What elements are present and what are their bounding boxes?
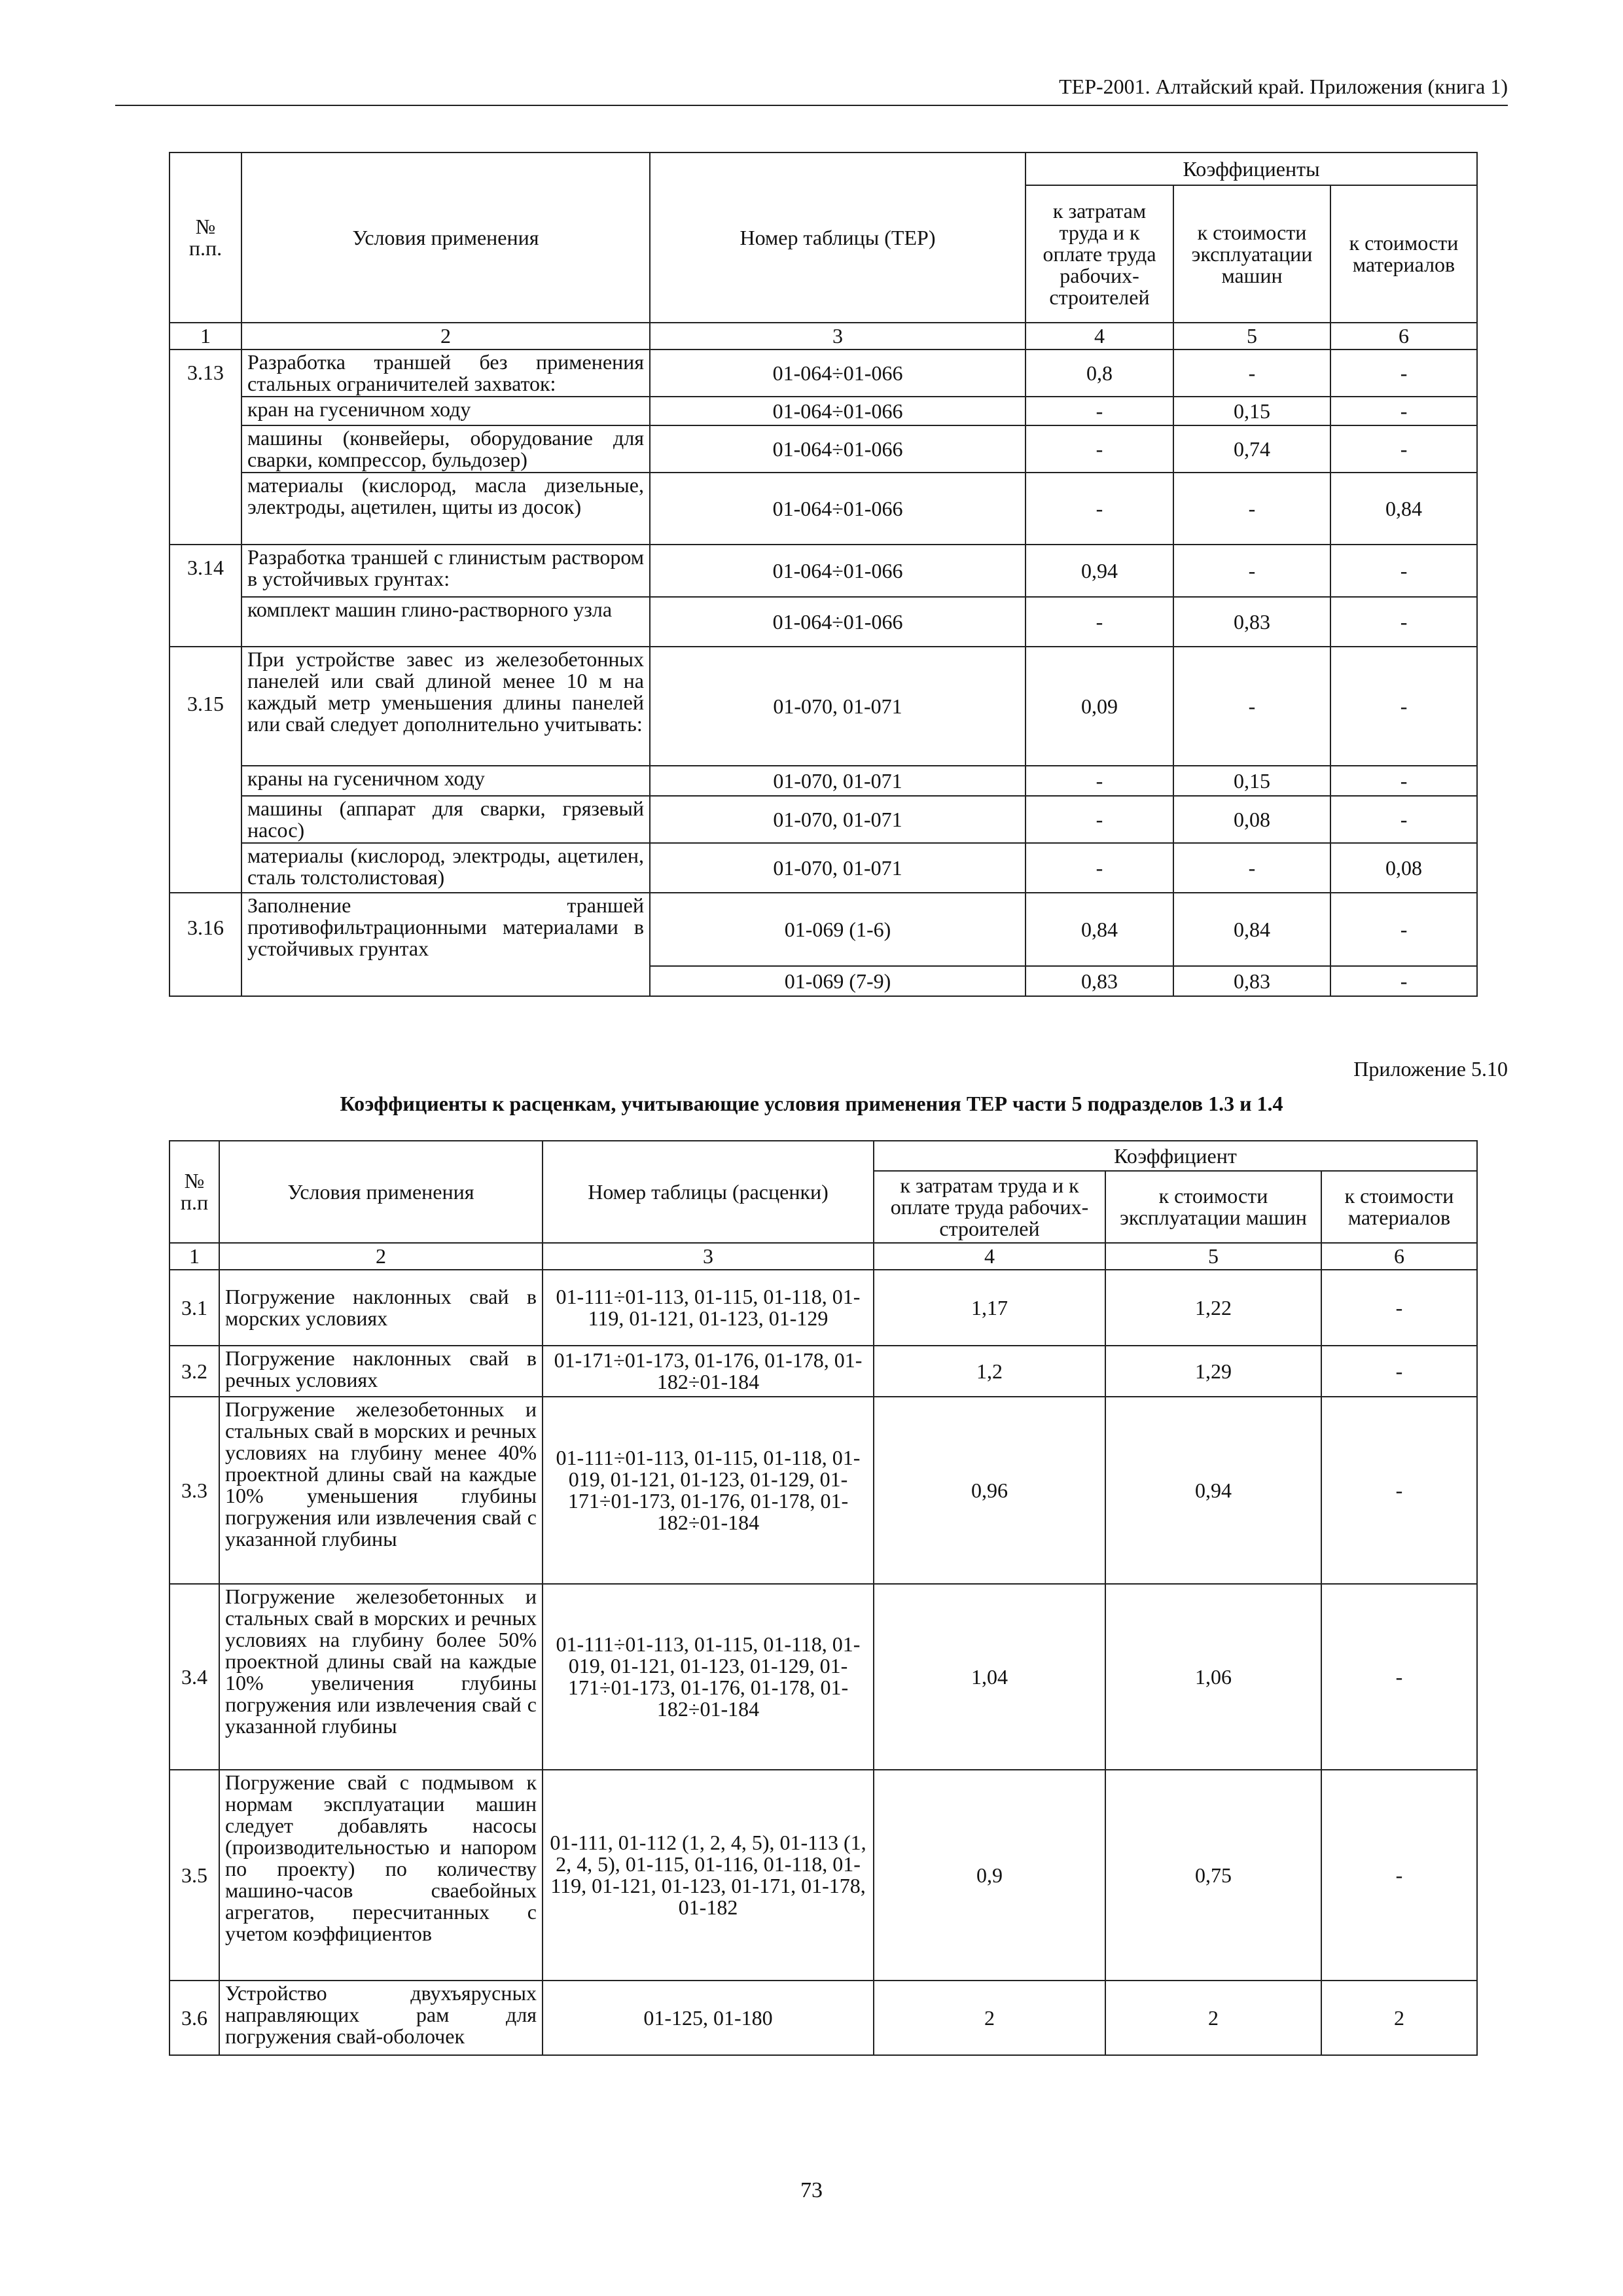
machine-coef: 0,94 (1105, 1397, 1321, 1584)
table-row (169, 350, 1477, 397)
running-header (115, 73, 1508, 106)
labor-coef: - (1026, 843, 1173, 893)
condition-text: машины (аппарат для сварки, грязевый насос) (241, 796, 650, 843)
col-header-table-number: Номер таблицы (ТЕР) (650, 152, 1026, 323)
column-number: 2 (219, 1243, 543, 1270)
machine-coef: 0,15 (1173, 397, 1330, 425)
table-row (169, 647, 1477, 766)
machine-coef: 0,08 (1173, 796, 1330, 843)
condition-text: материалы (кислород, масла дизельные, электроды, ацетилен, щиты из досок) (241, 473, 650, 545)
coefficients-table-2 (169, 1140, 1478, 2056)
table-row (169, 397, 1477, 425)
machine-coef: 0,74 (1173, 425, 1330, 473)
machine-coef: - (1173, 843, 1330, 893)
col-header-rate-number: Номер таблицы (расценки) (543, 1141, 874, 1243)
labor-coef: 0,84 (1026, 893, 1173, 966)
row-number: 3.5 (169, 1770, 219, 1981)
col-header-conditions: Условия применения (219, 1141, 543, 1243)
machine-coef: 0,75 (1105, 1770, 1321, 1981)
material-coef: - (1321, 1346, 1477, 1397)
table-row (169, 766, 1477, 796)
condition-text: Погружение железобетонных и стальных свай в морских и речных условиях на глубину более 50% проектной длины свай на каждые 10% увеличения глубины погружения или извлечения свай с указанной глубины (219, 1584, 543, 1770)
table-number: 01-069 (1-6) (650, 893, 1026, 966)
rate-number: 01-125, 01-180 (543, 1981, 874, 2055)
labor-coef: - (1026, 473, 1173, 545)
table-number: 01-070, 01-071 (650, 843, 1026, 893)
col-header-num: № п.п (169, 1141, 219, 1243)
col-header-conditions: Условия применения (241, 152, 650, 323)
table-row (169, 545, 1477, 597)
table-number: 01-070, 01-071 (650, 766, 1026, 796)
row-number: 3.4 (169, 1584, 219, 1770)
rate-number: 01-111÷01-113, 01-115, 01-118, 01-119, 01-121, 01-123, 01-129 (543, 1270, 874, 1346)
machine-coef: 0,15 (1173, 766, 1330, 796)
table-number: 01-064÷01-066 (650, 350, 1026, 397)
machine-coef: 0,84 (1173, 893, 1330, 966)
table-number: 01-070, 01-071 (650, 796, 1026, 843)
table-row (169, 796, 1477, 843)
condition-text: Разработка траншей без применения стальных ограничителей захваток: (241, 350, 650, 397)
col-header-labor: к затратам труда и к оплате труда рабочих-строителей (874, 1171, 1105, 1243)
condition-text: комплект машин глино-растворного узла (241, 597, 650, 647)
material-coef: - (1321, 1584, 1477, 1770)
row-number: 3.13 (169, 350, 241, 545)
table-row (169, 843, 1477, 893)
material-coef: - (1330, 397, 1477, 425)
labor-coef: - (1026, 425, 1173, 473)
table2-title: Коэффициенты к расценкам, учитывающие условия применения ТЕР части 5 подразделов 1.3 и 1.4 (340, 1092, 1283, 1115)
col-header-num: № п.п. (169, 152, 241, 323)
labor-coef: 0,94 (1026, 545, 1173, 597)
table-row (169, 893, 1477, 966)
material-coef: 2 (1321, 1981, 1477, 2055)
machine-coef: - (1173, 647, 1330, 766)
column-number: 1 (169, 1243, 219, 1270)
labor-coef: 0,96 (874, 1397, 1105, 1584)
column-numbers-row (169, 323, 1477, 350)
condition-text: Погружение свай с подмывом к нормам эксплуатации машин следует добавлять насосы (производительностью и напором по проекту) по количеству машино-часов сваебойных агрегатов, пересчитанных с учетом коэффициентов (219, 1770, 543, 1981)
condition-text: материалы (кислород, электроды, ацетилен, сталь толстолистовая) (241, 843, 650, 893)
condition-text: краны на гусеничном ходу (241, 766, 650, 796)
rate-number: 01-111÷01-113, 01-115, 01-118, 01-019, 01-121, 01-123, 01-129, 01-171÷01-173, 01-176, 01-178, 01-182÷01-184 (543, 1584, 874, 1770)
col-header-coefficient: Коэффициент (874, 1141, 1477, 1171)
row-number: 3.16 (169, 893, 241, 996)
column-number: 5 (1105, 1243, 1321, 1270)
table-number: 01-064÷01-066 (650, 545, 1026, 597)
table-number: 01-070, 01-071 (650, 647, 1026, 766)
table-row (169, 425, 1477, 473)
condition-text: Разработка траншей с глинистым раствором в устойчивых грунтах: (241, 545, 650, 597)
column-number: 4 (874, 1243, 1105, 1270)
rate-number: 01-171÷01-173, 01-176, 01-178, 01-182÷01-184 (543, 1346, 874, 1397)
table-row (169, 597, 1477, 647)
row-number: 3.3 (169, 1397, 219, 1584)
col-header-labor: к затратам труда и к оплате труда рабочих-строителей (1026, 185, 1173, 323)
row-number: 3.1 (169, 1270, 219, 1346)
column-number: 6 (1330, 323, 1477, 350)
column-number: 6 (1321, 1243, 1477, 1270)
table-number: 01-064÷01-066 (650, 473, 1026, 545)
col-header-coefficients: Коэффициенты (1026, 152, 1477, 185)
running-title: ТЕР-2001. Алтайский край. Приложения (книга 1) (1059, 75, 1508, 98)
appendix-label: Приложение 5.10 (1353, 1057, 1508, 1081)
labor-coef: 0,8 (1026, 350, 1173, 397)
col-header-materials: к стоимости материалов (1321, 1171, 1477, 1243)
machine-coef: 1,22 (1105, 1270, 1321, 1346)
material-coef: - (1330, 966, 1477, 996)
table-row (169, 1584, 1477, 1770)
table-number: 01-064÷01-066 (650, 597, 1026, 647)
labor-coef: 1,2 (874, 1346, 1105, 1397)
table-number: 01-064÷01-066 (650, 425, 1026, 473)
machine-coef: 1,29 (1105, 1346, 1321, 1397)
column-number: 2 (241, 323, 650, 350)
machine-coef: 0,83 (1173, 966, 1330, 996)
condition-text: Устройство двухъярусных направляющих рам для погружения свай-оболочек (219, 1981, 543, 2055)
col-header-materials: к стоимости материалов (1330, 185, 1477, 323)
condition-text: Погружение железобетонных и стальных свай в морских и речных условиях на глубину менее 40% проектной длины свай на каждые 10% уменьшения глубины погружения или извлечения свай с указанной глубины (219, 1397, 543, 1584)
col-header-machines: к стоимости эксплуатации машин (1105, 1171, 1321, 1243)
material-coef: 0,84 (1330, 473, 1477, 545)
material-coef: - (1330, 647, 1477, 766)
table-number: 01-069 (7-9) (650, 966, 1026, 996)
row-number: 3.15 (169, 647, 241, 893)
machine-coef: - (1173, 350, 1330, 397)
labor-coef: 0,9 (874, 1770, 1105, 1981)
condition-text: При устройстве завес из железобетонных панелей или свай длиной менее 10 м на каждый метр уменьшения длины панелей или свай следует дополнительно учитывать: (241, 647, 650, 766)
machine-coef: 2 (1105, 1981, 1321, 2055)
labor-coef: - (1026, 796, 1173, 843)
material-coef: - (1330, 796, 1477, 843)
labor-coef: - (1026, 597, 1173, 647)
machine-coef: - (1173, 545, 1330, 597)
table-row (169, 1346, 1477, 1397)
material-coef: - (1330, 545, 1477, 597)
page-number: 73 (800, 2178, 823, 2202)
table-row (169, 1981, 1477, 2055)
rate-number: 01-111, 01-112 (1, 2, 4, 5), 01-113 (1, 2, 4, 5), 01-115, 01-116, 01-118, 01-119, 01-121, 01-123, 01-171, 01-178, 01-182 (543, 1770, 874, 1981)
row-number: 3.14 (169, 545, 241, 647)
labor-coef: 0,09 (1026, 647, 1173, 766)
condition-text: кран на гусеничном ходу (241, 397, 650, 425)
table-row (169, 1397, 1477, 1584)
condition-text: Погружение наклонных свай в морских условиях (219, 1270, 543, 1346)
material-coef: - (1330, 766, 1477, 796)
labor-coef: - (1026, 766, 1173, 796)
material-coef: - (1330, 893, 1477, 966)
table-row (169, 1270, 1477, 1346)
column-number: 1 (169, 323, 241, 350)
condition-text: Погружение наклонных свай в речных условиях (219, 1346, 543, 1397)
labor-coef: - (1026, 397, 1173, 425)
rate-number: 01-111÷01-113, 01-115, 01-118, 01-019, 01-121, 01-123, 01-129, 01-171÷01-173, 01-176, 01-178, 01-182÷01-184 (543, 1397, 874, 1584)
labor-coef: 2 (874, 1981, 1105, 2055)
material-coef: - (1330, 350, 1477, 397)
labor-coef: 1,04 (874, 1584, 1105, 1770)
column-number: 3 (543, 1243, 874, 1270)
column-number: 5 (1173, 323, 1330, 350)
col-header-machines: к стоимости эксплуатации машин (1173, 185, 1330, 323)
row-number: 3.6 (169, 1981, 219, 2055)
material-coef: - (1330, 597, 1477, 647)
material-coef: 0,08 (1330, 843, 1477, 893)
machine-coef: 1,06 (1105, 1584, 1321, 1770)
column-number: 3 (650, 323, 1026, 350)
labor-coef: 1,17 (874, 1270, 1105, 1346)
column-numbers-row (169, 1243, 1477, 1270)
machine-coef: 0,83 (1173, 597, 1330, 647)
table-number: 01-064÷01-066 (650, 397, 1026, 425)
machine-coef: - (1173, 473, 1330, 545)
material-coef: - (1321, 1770, 1477, 1981)
condition-text: машины (конвейеры, оборудование для сварки, компрессор, бульдозер) (241, 425, 650, 473)
table-row (169, 1770, 1477, 1981)
material-coef: - (1321, 1270, 1477, 1346)
condition-text: Заполнение траншей противофильтрационными материалами в устойчивых грунтах (241, 893, 650, 996)
material-coef: - (1330, 425, 1477, 473)
coefficients-table-1 (169, 152, 1478, 997)
column-number: 4 (1026, 323, 1173, 350)
labor-coef: 0,83 (1026, 966, 1173, 996)
row-number: 3.2 (169, 1346, 219, 1397)
table-row (169, 473, 1477, 545)
material-coef: - (1321, 1397, 1477, 1584)
